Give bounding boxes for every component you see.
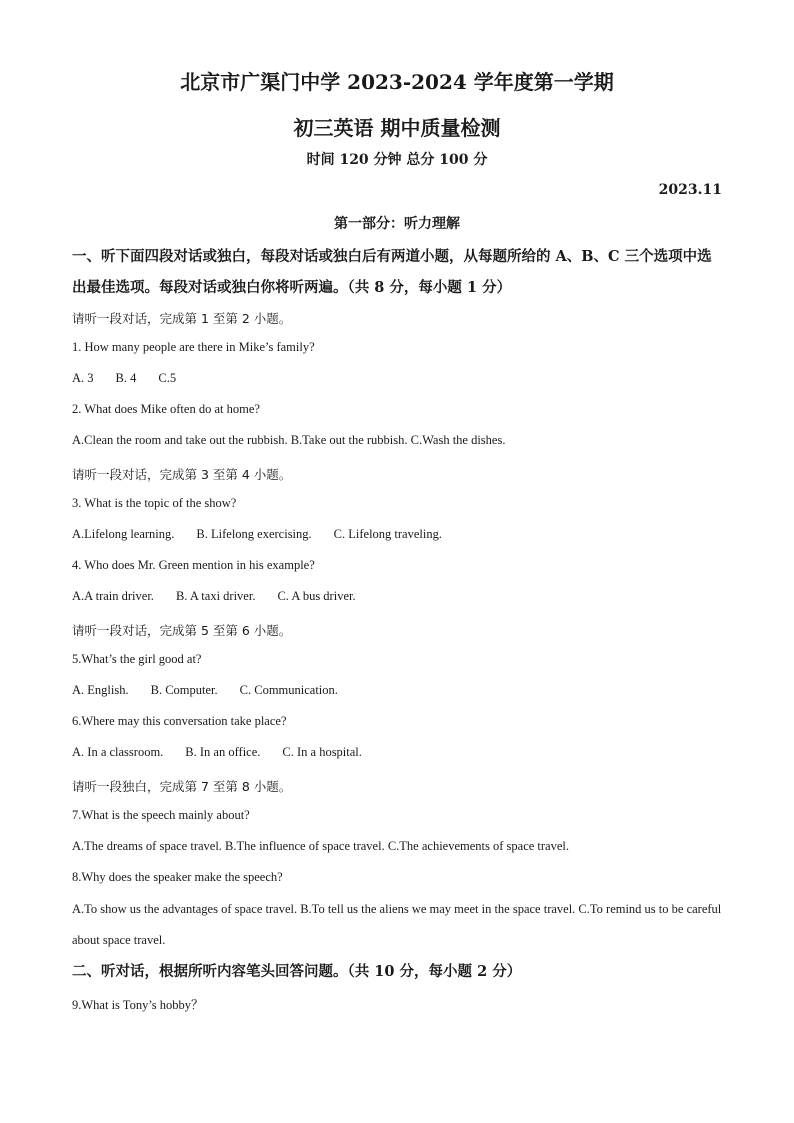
option: A.A train driver. <box>72 589 154 603</box>
part-title: 第一部分：听力理解 <box>334 216 460 232</box>
question-7-options: A.The dreams of space travel. B.The influence of space travel. C.The achievements of space travel. <box>72 839 570 853</box>
section1-heading: 一、听下面四段对话或独白，每段对话或独白后有两道小题，从每题所给的 A、B、C 三个选项中选出最佳选项。每段对话或独白你将听两遍。（共 8 分，每小题 1 分） <box>72 248 712 296</box>
option: C. Communication. <box>239 683 338 697</box>
question-7: 7.What is the speech mainly about? <box>72 808 250 822</box>
option: A.Lifelong learning. <box>72 527 175 541</box>
instruction-3: 请听一段对话，完成第 5 至第 6 小题。 <box>72 623 292 638</box>
exam-date: 2023.11 <box>658 182 722 198</box>
instruction-2: 请听一段对话，完成第 3 至第 4 小题。 <box>72 467 292 482</box>
question-1: 1. How many people are there in Mike’s family? <box>72 340 315 354</box>
instruction-1: 请听一段对话，完成第 1 至第 2 小题。 <box>72 311 292 326</box>
question-9: 9.What is Tony’s hobby？ <box>72 998 204 1012</box>
exam-subtitle: 初三英语 期中质量检测 <box>293 116 501 140</box>
option: B. In an office. <box>185 745 261 759</box>
question-5-options <box>72 683 728 698</box>
question-8: 8.Why does the speaker make the speech? <box>72 870 283 884</box>
option: C. Lifelong traveling. <box>333 527 442 541</box>
question-4-options <box>72 589 728 604</box>
option: B. A taxi driver. <box>175 589 256 603</box>
question-4: 4. Who does Mr. Green mention in his example? <box>72 558 315 572</box>
exam-title: 北京市广渠门中学 2023-2024 学年度第一学期 <box>180 70 614 94</box>
question-5: 5.What’s the girl good at? <box>72 652 202 666</box>
question-2-options: A.Clean the room and take out the rubbish. B.Take out the rubbish. C.Wash the dishes. <box>72 433 506 447</box>
question-1-options <box>72 371 728 386</box>
option: C.5 <box>158 371 177 385</box>
option: B. 4 <box>115 371 137 385</box>
option: A. English. <box>72 683 129 697</box>
option: C. In a hospital. <box>282 745 362 759</box>
question-3-options <box>72 527 728 542</box>
question-3: 3. What is the topic of the show? <box>72 496 237 510</box>
option: B. Lifelong exercising. <box>196 527 312 541</box>
exam-info: 时间 120 分钟 总分 100 分 <box>306 152 488 168</box>
question-8-options: A.To show us the advantages of space travel. B.To tell us the aliens we may meet in the space travel. C.To remind us to be careful about space travel. <box>72 902 722 947</box>
instruction-4: 请听一段独白，完成第 7 至第 8 小题。 <box>72 779 292 794</box>
option: A. In a classroom. <box>72 745 164 759</box>
question-6: 6.Where may this conversation take place? <box>72 714 287 728</box>
option: B. Computer. <box>150 683 218 697</box>
question-6-options <box>72 745 728 760</box>
section2-heading: 二、听对话，根据所听内容笔头回答问题。（共 10 分，每小题 2 分） <box>72 963 522 980</box>
question-2: 2. What does Mike often do at home? <box>72 402 260 416</box>
option: A. 3 <box>72 371 94 385</box>
option: C. A bus driver. <box>277 589 356 603</box>
